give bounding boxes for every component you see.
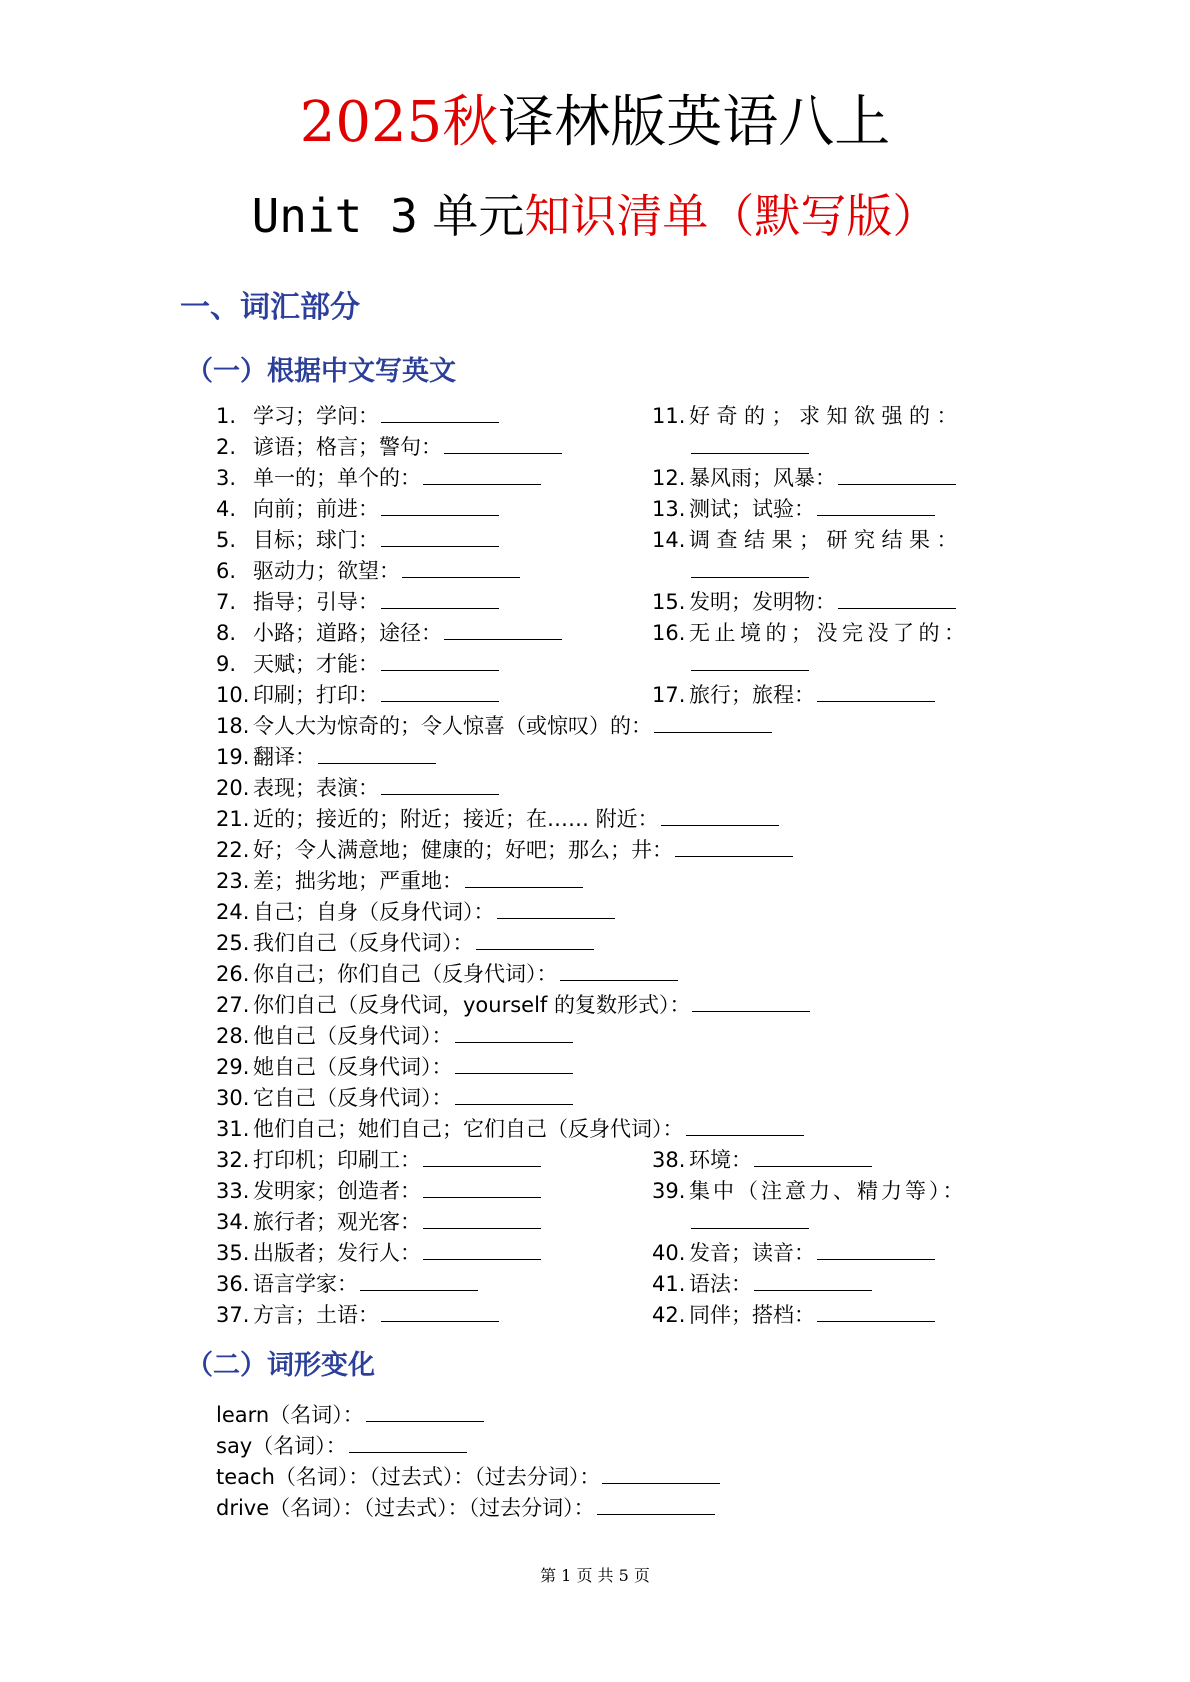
vocab-item-21: 21. 近的；接近的；附近；接近；在…… 附近：	[216, 804, 779, 835]
answer-blank[interactable]	[817, 1240, 935, 1260]
vocab-item-20: 20. 表现；表演：	[216, 773, 499, 804]
vocab-item-6: 6. 驱动力；欲望：	[216, 556, 520, 587]
answer-blank[interactable]	[654, 713, 772, 733]
vocab-item-40: 40. 发音；读音：	[652, 1238, 935, 1269]
answer-blank[interactable]	[476, 930, 594, 950]
vocab-item-39-blank-line	[689, 1207, 809, 1238]
vocab-item-7: 7. 指导；引导：	[216, 587, 499, 618]
answer-blank[interactable]	[691, 1209, 809, 1229]
vocab-item-29: 29. 她自己（反身代词）：	[216, 1052, 573, 1083]
title-season: 秋	[442, 90, 499, 155]
vocab-item-38: 38. 环境：	[652, 1145, 872, 1176]
vocab-item-31: 31. 他们自己；她们自己；它们自己（反身代词）：	[216, 1114, 804, 1145]
vocab-item-4: 4. 向前；前进：	[216, 494, 499, 525]
answer-blank[interactable]	[455, 1054, 573, 1074]
vocab-item-39: 39. 集中（注意力、精力等）：	[652, 1179, 967, 1203]
vocab-item-14-blank-line	[689, 556, 809, 587]
answer-blank[interactable]	[366, 1402, 484, 1422]
answer-blank[interactable]	[381, 775, 499, 795]
answer-blank[interactable]	[497, 899, 615, 919]
page-footer: 第 1 页 共 5 页	[540, 1566, 650, 1585]
answer-blank[interactable]	[817, 1302, 935, 1322]
answer-blank[interactable]	[349, 1433, 467, 1453]
vocab-item-34: 34. 旅行者；观光客：	[216, 1207, 541, 1238]
word-form-say: say（名词）：	[216, 1431, 467, 1462]
vocab-item-11: 11. 好奇的；求知欲强的：	[652, 404, 964, 428]
vocab-item-1: 1. 学习；学问：	[216, 401, 499, 432]
answer-blank[interactable]	[423, 1178, 541, 1198]
vocab-item-10: 10. 印刷；打印：	[216, 680, 499, 711]
answer-blank[interactable]	[381, 589, 499, 609]
vocab-item-11-blank-line	[689, 432, 809, 463]
word-form-drive: drive（名词）：（过去式）：（过去分词）：	[216, 1493, 715, 1524]
vocab-item-41: 41. 语法：	[652, 1269, 872, 1300]
vocab-item-36: 36. 语言学家：	[216, 1269, 478, 1300]
answer-blank[interactable]	[838, 465, 956, 485]
vocab-item-19: 19. 翻译：	[216, 742, 436, 773]
vocab-item-13: 13. 测试；试验：	[652, 494, 935, 525]
vocab-item-22: 22. 好；令人满意地；健康的；好吧；那么；井：	[216, 835, 793, 866]
vocab-item-15: 15. 发明；发明物：	[652, 587, 956, 618]
vocab-item-26: 26. 你自己；你们自己（反身代词）：	[216, 959, 678, 990]
answer-blank[interactable]	[455, 1023, 573, 1043]
vocab-item-9: 9. 天赋；才能：	[216, 649, 499, 680]
answer-blank[interactable]	[675, 837, 793, 857]
answer-blank[interactable]	[691, 558, 809, 578]
vocab-item-12: 12. 暴风雨；风暴：	[652, 463, 956, 494]
vocab-item-17: 17. 旅行；旅程：	[652, 680, 935, 711]
answer-blank[interactable]	[465, 868, 583, 888]
answer-blank[interactable]	[754, 1271, 872, 1291]
section-vocabulary-heading: 一、词汇部分	[180, 290, 360, 325]
answer-blank[interactable]	[560, 961, 678, 981]
subtitle-unit: Unit 3	[251, 189, 418, 243]
vocab-item-16: 16. 无止境的；没完没了的：	[652, 621, 970, 645]
answer-blank[interactable]	[602, 1464, 720, 1484]
answer-blank[interactable]	[444, 434, 562, 454]
vocab-item-14: 14. 调查结果；研究结果：	[652, 528, 964, 552]
answer-blank[interactable]	[423, 1240, 541, 1260]
answer-blank[interactable]	[381, 651, 499, 671]
answer-blank[interactable]	[360, 1271, 478, 1291]
vocab-item-42: 42. 同伴；搭档：	[652, 1300, 935, 1331]
answer-blank[interactable]	[381, 1302, 499, 1322]
answer-blank[interactable]	[402, 558, 520, 578]
word-form-learn: learn（名词）：	[216, 1400, 484, 1431]
answer-blank[interactable]	[444, 620, 562, 640]
vocab-item-3: 3. 单一的；单个的：	[216, 463, 541, 494]
vocab-item-27: 27. 你们自己（反身代词，yourself 的复数形式）：	[216, 990, 810, 1021]
word-form-teach: teach（名词）：（过去式）：（过去分词）：	[216, 1462, 720, 1493]
answer-blank[interactable]	[692, 992, 810, 1012]
answer-blank[interactable]	[838, 589, 956, 609]
answer-blank[interactable]	[381, 403, 499, 423]
answer-blank[interactable]	[381, 682, 499, 702]
vocab-item-5: 5. 目标；球门：	[216, 525, 499, 556]
vocab-item-18: 18. 令人大为惊奇的；令人惊喜（或惊叹）的：	[216, 711, 772, 742]
vocab-item-37: 37. 方言；土语：	[216, 1300, 499, 1331]
subsection-cn-to-en-heading: （一）根据中文写英文	[186, 356, 456, 387]
vocab-item-8: 8. 小路；道路；途径：	[216, 618, 562, 649]
title-year: 2025	[299, 90, 443, 155]
document-title	[0, 88, 1190, 158]
answer-blank[interactable]	[423, 1147, 541, 1167]
answer-blank[interactable]	[381, 496, 499, 516]
answer-blank[interactable]	[754, 1147, 872, 1167]
vocab-item-35: 35. 出版者；发行人：	[216, 1238, 541, 1269]
vocab-item-28: 28. 他自己（反身代词）：	[216, 1021, 573, 1052]
answer-blank[interactable]	[423, 465, 541, 485]
answer-blank[interactable]	[686, 1116, 804, 1136]
subtitle-unit-word: 单元	[417, 189, 525, 243]
answer-blank[interactable]	[817, 682, 935, 702]
answer-blank[interactable]	[423, 1209, 541, 1229]
vocab-item-25: 25. 我们自己（反身代词）：	[216, 928, 594, 959]
document-subtitle	[0, 186, 1190, 246]
vocab-item-23: 23. 差；拙劣地；严重地：	[216, 866, 583, 897]
vocab-item-2: 2. 谚语；格言；警句：	[216, 432, 562, 463]
vocab-item-30: 30. 它自己（反身代词）：	[216, 1083, 573, 1114]
answer-blank[interactable]	[817, 496, 935, 516]
answer-blank[interactable]	[661, 806, 779, 826]
vocab-item-32: 32. 打印机；印刷工：	[216, 1145, 541, 1176]
answer-blank[interactable]	[691, 651, 809, 671]
answer-blank[interactable]	[691, 434, 809, 454]
vocab-item-16-blank-line	[689, 649, 809, 680]
subtitle-highlight: 知识清单（默写版）	[524, 189, 939, 243]
title-rest: 译林版英语八上	[498, 90, 891, 155]
vocab-item-24: 24. 自己；自身（反身代词）：	[216, 897, 615, 928]
vocab-item-33: 33. 发明家；创造者：	[216, 1176, 541, 1207]
subsection-word-forms-heading: （二）词形变化	[186, 1350, 375, 1381]
answer-blank[interactable]	[455, 1085, 573, 1105]
answer-blank[interactable]	[381, 527, 499, 547]
answer-blank[interactable]	[318, 744, 436, 764]
answer-blank[interactable]	[597, 1495, 715, 1515]
